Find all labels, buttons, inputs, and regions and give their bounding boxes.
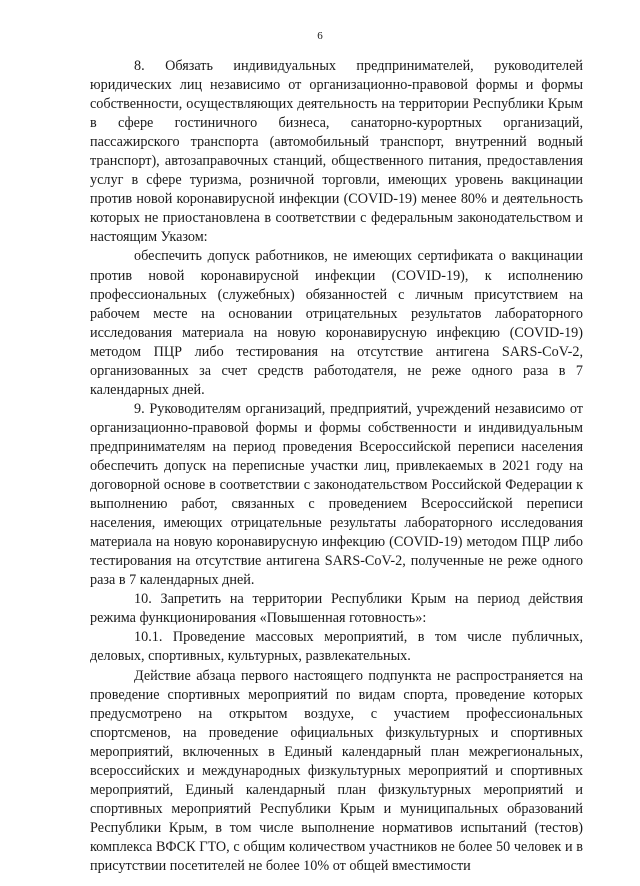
- paragraph-10-1-exception: Действие абзаца первого настоящего подпункта не распространяется на проведение спортивных мероприятий по видам спорта, проведение которых предусмотрено на открытом воздухе, с участием профессиональных спортсменов, на проведение официальных физкультурных и спортивных мероприятий, включенных в Единый календарный план межрегиональных, всероссийских и международных физкультурных мероприятий и спортивных мероприятий, Единый календарный план физкультурных мероприятий и спортивных мероприятий Республики Крым и муниципальных образований Республики Крым, в том числе выполнение нормативов испытаний (тестов) комплекса ВФСК ГТО, с общим количеством участников не более 50 человек и в присутствии посетителей не более 10% от общей вместимости: [90, 667, 583, 874]
- paragraph-8-clause: обеспечить допуск работников, не имеющих сертификата о вакцинации против новой коронавирусной инфекции (COVID-19), к исполнению профессиональных (служебных) обязанностей с личным присутствием на рабочем месте на основании отрицательных результатов лабораторного исследования материала на новую коронавирусную инфекцию (COVID-19) методом ПЦР либо тестирования на отсутствие антигена SARS-CoV-2, организованных за счет средств работодателя, не реже одного раза в 7 календарных дней.: [90, 248, 583, 398]
- paragraph-10-1: 10.1. Проведение массовых мероприятий, в том числе публичных, деловых, спортивных, культурных, развлекательных.: [90, 629, 583, 665]
- paragraph-8: 8. Обязать индивидуальных предпринимателей, руководителей юридических лиц независимо от организационно-правовой формы и формы собственности, осуществляющих деятельность на территории Республики Крым в сфере гостиничного бизнеса, санаторно-курортных организаций, пассажирского транспорта (автомобильный транспорт, внутренний водный транспорт), автозаправочных станций, общественного питания, предоставления услуг в сфере туризма, розничной торговли, имеющих уровень вакцинации против новой коронавирусной инфекции (COVID-19) менее 80% и деятельность которых не приостановлена в соответствии с федеральным законодательством и настоящим Указом:: [90, 58, 583, 246]
- paragraph-10: 10. Запретить на территории Республики Крым на период действия режима функционирования «Повышенная готовность»:: [90, 591, 583, 627]
- page-number: 6: [317, 30, 323, 42]
- paragraph-9: 9. Руководителям организаций, предприятий, учреждений независимо от организационно-правовой формы и формы собственности и индивидуальным предпринимателям на период проведения Всероссийской переписи населения обеспечить допуск на переписные участки лиц, привлекаемых в 2021 году на договорной основе в соответствии с законодательством Российской Федерации к выполнению работ, связанных с проведением Всероссийской переписи населения, имеющих отрицательные результаты лабораторного исследования материала на новую коронавирусную инфекцию (COVID-19) методом ПЦР либо тестирования на отсутствие антигена SARS-CoV-2, полученные не реже одного раза в 7 календарных дней.: [90, 400, 583, 589]
- document-body: [90, 57, 583, 876]
